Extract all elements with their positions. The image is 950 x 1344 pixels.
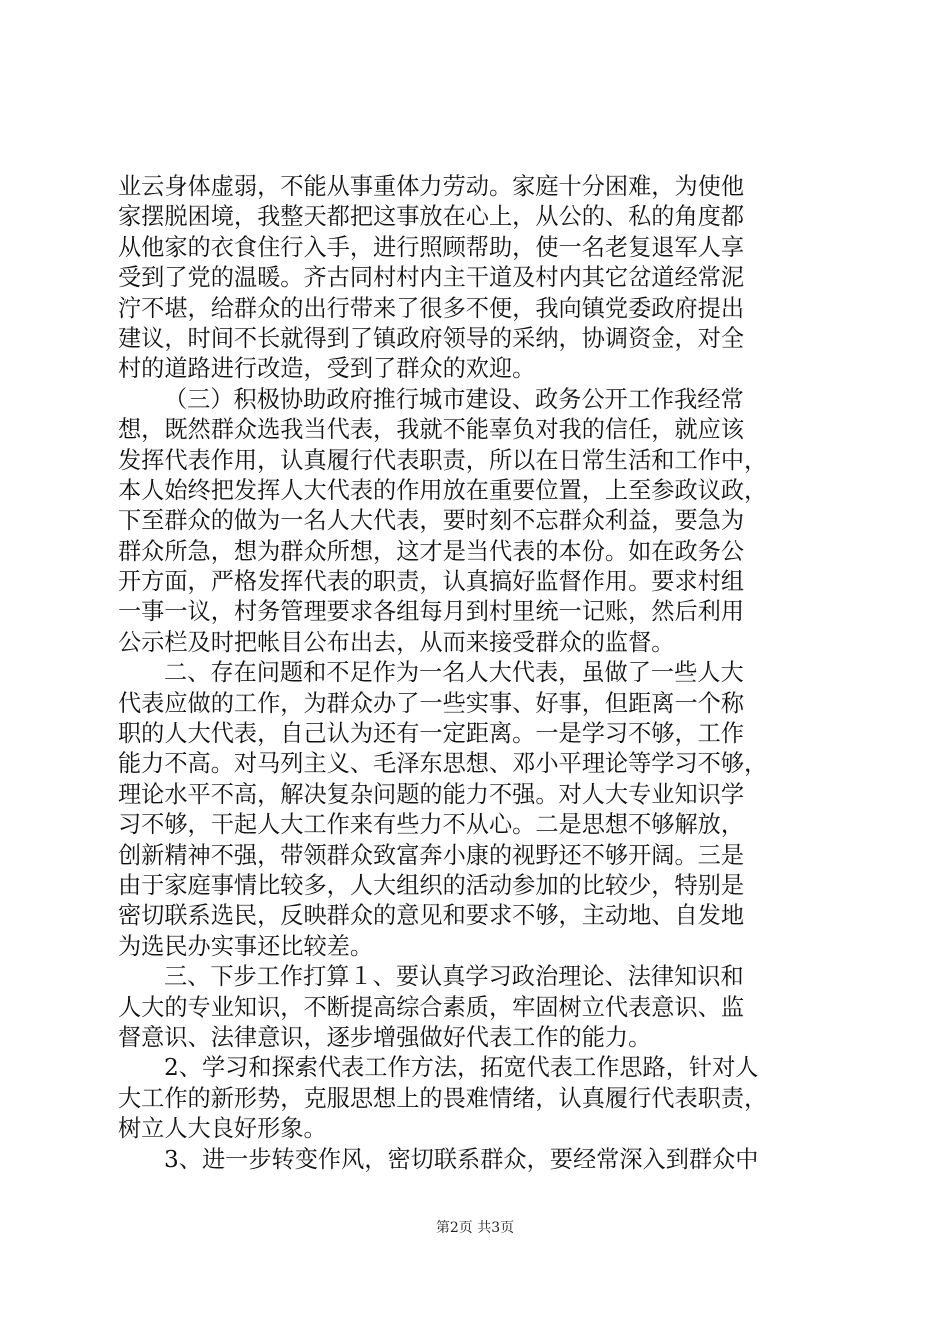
text-line: 发挥代表作用，认真履行代表职责，所以在日常生活和工作中， [118,446,768,474]
text-line: 创新精神不强，带领群众致富奔小康的视野还不够开阔。三是 [118,841,745,869]
text-line: 一事一议，村务管理要求各组每月到村里统一记账，然后利用 [118,598,745,626]
page-footer: 第2页 共3页 [435,1220,515,1236]
text-line: 3、进一步转变作风，密切联系群众，要经常深入到群众中 [164,1145,759,1173]
text-line: 受到了党的温暖。齐古同村村内主干道及村内其它岔道经常泥 [118,264,745,292]
text-line: （三）积极协助政府推行城市建设、政务公开工作我经常 [164,385,744,413]
text-line: 群众所急，想为群众所想，这才是当代表的本份。如在政务公 [118,537,745,565]
text-line: 家摆脱困境，我整天都把这事放在心上，从公的、私的角度都 [118,203,745,231]
text-line: 公示栏及时把帐目公布出去，从而来接受群众的监督。 [118,628,675,656]
text-line: 三、下步工作打算１、要认真学习政治理论、法律知识和 [164,963,744,991]
document-body [118,172,838,1175]
text-line: 理论水平不高，解决复杂问题的能力不强。对人大专业知识学 [118,780,745,808]
text-line: 职的人大代表，自己认为还有一定距离。一是学习不够，工作 [118,720,745,748]
text-line: 密切联系选民，反映群众的意见和要求不够，主动地、自发地 [118,902,745,930]
text-line: 督意识、法律意识，逐步增强做好代表工作的能力。 [118,1023,652,1051]
text-line: 树立人大良好形象。 [118,1115,327,1143]
text-line: 二、存在问题和不足作为一名人大代表，虽做了一些人大 [164,659,744,687]
text-line: 开方面，严格发挥代表的职责，认真搞好监督作用。要求村组 [118,568,745,596]
text-line: 能力不高。对马列主义、毛泽东思想、邓小平理论等学习不够， [118,750,768,778]
text-line: 泞不堪，给群众的出行带来了很多不便，我向镇党委政府提出 [118,294,745,322]
text-line: 建议，时间不长就得到了镇政府领导的采纳，协调资金，对全 [118,324,745,352]
text-line: 为选民办实事还比较差。 [118,932,374,960]
text-line: 下至群众的做为一名人大代表，要时刻不忘群众利益，要急为 [118,507,745,535]
text-line: 人大的专业知识，不断提高综合素质，牢固树立代表意识、监 [118,993,745,1021]
text-line: 本人始终把发挥人大代表的作用放在重要位置，上至参政议政， [118,476,768,504]
text-line: 代表应做的工作，为群众办了一些实事、好事，但距离一个称 [118,689,745,717]
text-line: 从他家的衣食住行入手，进行照顾帮助，使一名老复退军人享 [118,233,745,261]
text-line: 由于家庭事情比较多，人大组织的活动参加的比较少，特别是 [118,871,745,899]
text-line: 大工作的新形势，克服思想上的畏难情绪，认真履行代表职责， [118,1084,768,1112]
text-line: 想，既然群众选我当代表，我就不能辜负对我的信任，就应该 [118,416,745,444]
text-line: 业云身体虚弱，不能从事重体力劳动。家庭十分困难，为使他 [118,173,745,200]
text-line: 2、学习和探索代表工作方法，拓宽代表工作思路，针对人 [164,1054,759,1082]
text-line: 习不够，干起人大工作来有些力不从心。二是思想不够解放， [118,811,745,839]
text-line: 村的道路进行改造，受到了群众的欢迎。 [118,355,536,383]
